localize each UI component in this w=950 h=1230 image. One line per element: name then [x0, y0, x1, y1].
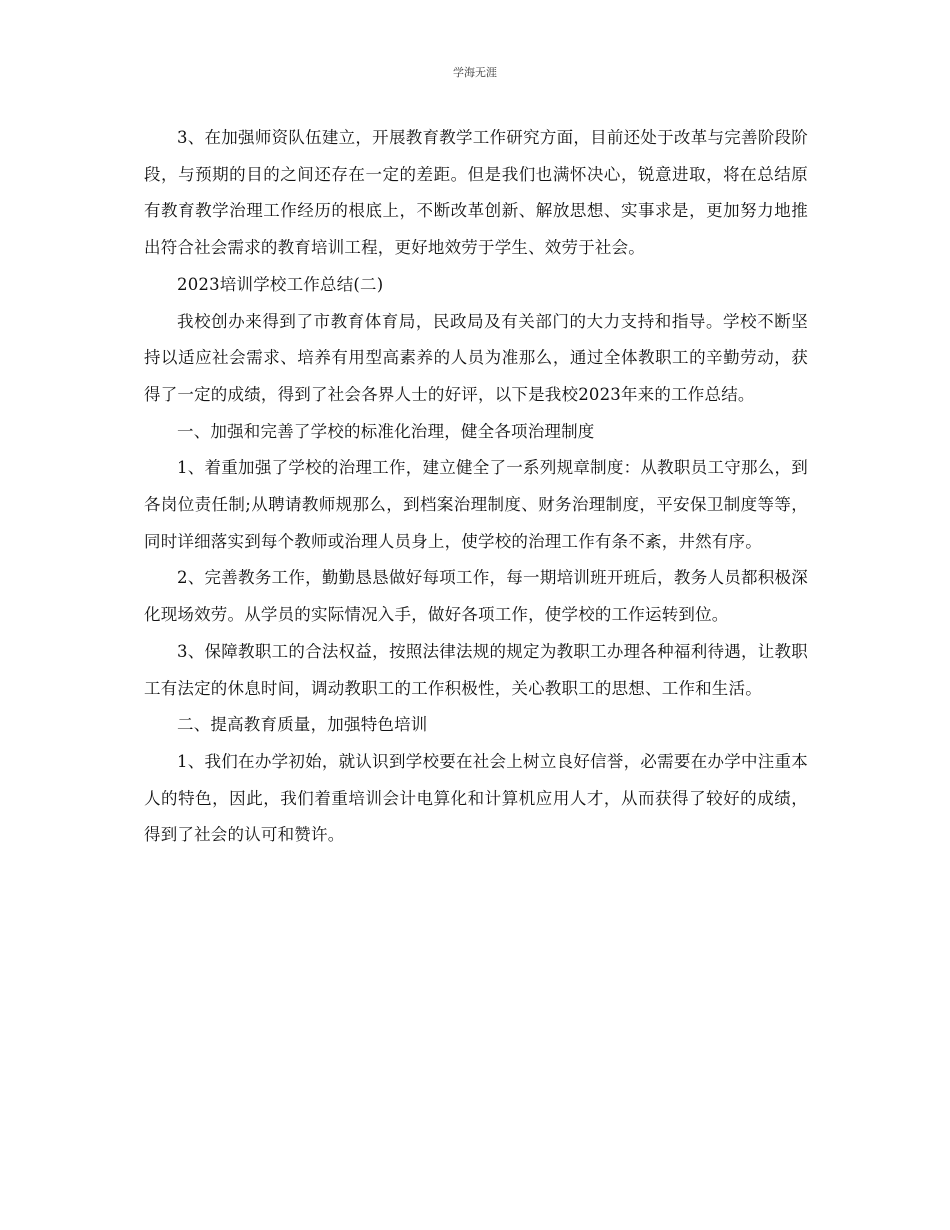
- section-title-summary-2: 2023培训学校工作总结(二): [177, 274, 384, 294]
- page-header: 学海无涯: [453, 66, 497, 79]
- heading-education-quality: 二、提高教育质量，加强特色培训: [177, 715, 428, 735]
- paragraph-characteristic-training: 1、我们在办学初始，就认识到学校要在社会上树立良好信誉，必需要在办学中注重本人的特色，因此，我们着重培训会计电算化和计算机应用人才，从而获得了较好的成绩，得到了社会的认可和赞许。: [144, 751, 808, 845]
- document-body: [144, 120, 808, 854]
- paragraph-academic-affairs: 2、完善教务工作，勤勤恳恳做好每项工作，每一期培训班开班后，教务人员都积极深化现场效劳。从学员的实际情况入手，做好各项工作，使学校的工作运转到位。: [144, 568, 808, 625]
- paragraph-staff-rights: 3、保障教职工的合法权益，按照法律法规的规定为教职工办理各种福利待遇，让教职工有法定的休息时间，调动教职工的工作积极性，关心教职工的思想、工作和生活。: [144, 641, 808, 698]
- heading-standardized-management: 一、加强和完善了学校的标准化治理，健全各项治理制度: [177, 421, 595, 441]
- paragraph-teacher-team: 3、在加强师资队伍建立，开展教育教学工作研究方面，目前还处于改革与完善阶段阶段，与预期的目的之间还存在一定的差距。但是我们也满怀决心，锐意进取，将在总结原有教育教学治理工作经历的根底上，不断改革创新、解放思想、实事求是，更加努力地推出符合社会需求的教育培训工程，更好地效劳于学生、效劳于社会。: [144, 128, 808, 258]
- paragraph-intro: 我校创办来得到了市教育体育局，民政局及有关部门的大力支持和指导。学校不断坚持以适应社会需求、培养有用型高素养的人员为准那么，通过全体教职工的辛勤劳动，获得了一定的成绩，得到了社会各界人士的好评，以下是我校2023年来的工作总结。: [144, 311, 808, 404]
- paragraph-management-rules: 1、着重加强了学校的治理工作，建立健全了一系列规章制度：从教职员工守那么，到各岗位责任制;从聘请教师规那么，到档案治理制度、财务治理制度，平安保卫制度等等，同时详细落实到每个教师或治理人员身上，使学校的治理工作有条不紊，井然有序。: [144, 458, 808, 551]
